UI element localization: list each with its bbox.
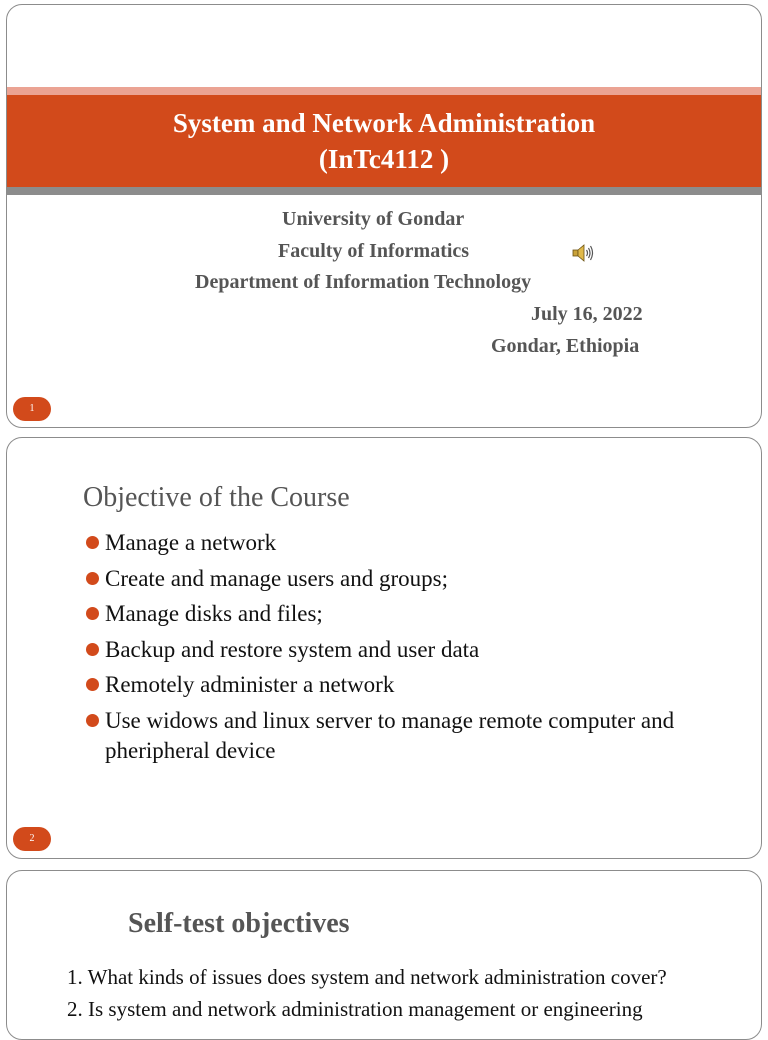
list-item: Remotely administer a network	[85, 670, 725, 700]
list-item: Use widows and linux server to manage remote computer and pheripheral device	[85, 706, 725, 766]
bullet-dot-icon	[86, 678, 99, 691]
slide-number-badge: 2	[13, 827, 51, 851]
question-list	[67, 961, 667, 1025]
list-item: Create and manage users and groups;	[85, 564, 725, 594]
slide-heading: Objective of the Course	[83, 482, 350, 513]
objective-list	[85, 528, 725, 771]
slide-2	[6, 437, 762, 859]
slide-3	[6, 870, 762, 1040]
department-name: Department of Information Technology	[195, 271, 532, 293]
list-item: 1. What kinds of issues does system and network administration cover?	[67, 965, 667, 989]
title-band-top-stripe	[7, 87, 761, 95]
list-item: Manage a network	[85, 528, 725, 558]
list-item: 2. Is system and network administration management or engineering	[67, 997, 643, 1021]
slide-title-line-2: (InTc4112 )	[318, 144, 450, 174]
slide-1	[6, 4, 762, 428]
presentation-date: July 16, 2022	[531, 303, 643, 325]
bullet-dot-icon	[86, 536, 99, 549]
presentation-location: Gondar, Ethiopia	[491, 335, 640, 357]
speaker-icon[interactable]	[571, 242, 595, 264]
bullet-dot-icon	[86, 714, 99, 727]
title-band	[7, 95, 761, 187]
list-item: Backup and restore system and user data	[85, 635, 725, 665]
bullet-dot-icon	[86, 607, 99, 620]
bullet-dot-icon	[86, 572, 99, 585]
slide-title-line-1: System and Network Administration	[172, 108, 596, 138]
university-name: University of Gondar	[282, 208, 465, 230]
title-band-bottom-stripe	[7, 187, 761, 195]
slide-number-badge: 1	[13, 397, 51, 421]
list-item: Manage disks and files;	[85, 599, 725, 629]
slide-heading: Self-test objectives	[128, 908, 350, 939]
faculty-name: Faculty of Informatics	[278, 240, 470, 262]
bullet-dot-icon	[86, 643, 99, 656]
